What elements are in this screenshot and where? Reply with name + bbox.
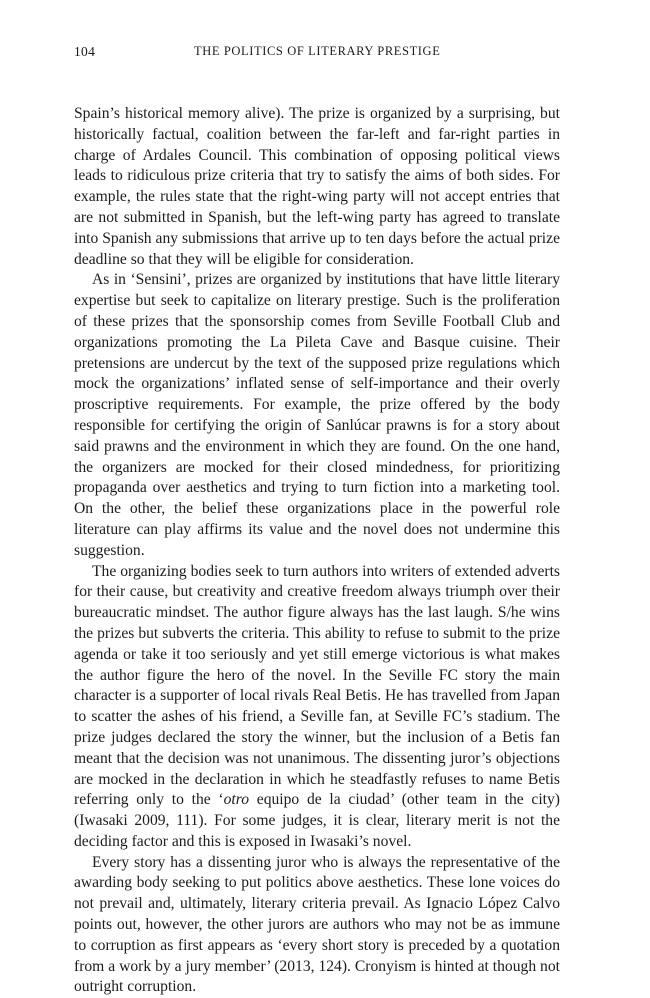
paragraph-3 [74, 562, 560, 853]
book-page [74, 44, 560, 998]
italic-term: otro [223, 791, 250, 809]
paragraph-3-text-after: equipo de la ciudad’ (other team in the city) (Iwasaki 2009, 111). For some judges, it is clear, literary merit is not the deciding factor and this is exposed in Iwasaki’s novel. [74, 791, 560, 850]
running-title: THE POLITICS OF LITERARY PRESTIGE [194, 44, 441, 58]
paragraph-4: Every story has a dissenting juror who is always the representative of the awarding body seeking to put politics above aesthetics. These lone voices do not prevail and, ultimately, literary criteria prevail. As Ignacio López Calvo points out, however, the other jurors are authors who may not be as immune to corruption as first appears as ‘every short story is preceded by a quotation from a work by a jury member’ (2013, 124). Cronyism is hinted at though not outright corruption. [74, 853, 560, 996]
paragraph-2: As in ‘Sensini’, prizes are organized by institutions that have little literary expertise but seek to capitalize on literary prestige. Such is the proliferation of these prizes that the sponsorship comes from Seville Football Club and organizations promoting the La Pileta Cave and Basque cuisine. Their pretensions are undercut by the text of the supposed prize regulations which mock the organizations’ inflated sense of self-importance and their overly proscriptive requirements. For example, the prize offered by the body responsible for certifying the origin of Sanlúcar prawns is for a story about said prawns and the environment in which they are found. On the one hand, the organizers are mocked for their closed mindedness, for prioritizing propaganda over aesthetics and trying to turn fiction into a marketing tool. On the other, the belief these organizations place in the powerful role literature can play affirms its value and the novel does not undermine this suggestion. [74, 271, 560, 559]
running-head [74, 44, 560, 64]
paragraph-1: Spain’s historical memory alive). The prize is organized by a surprising, but historically factual, coalition between the far-left and far-right parties in charge of Ardales Council. This combination of opposing political views leads to ridiculous prize criteria that try to satisfy the aims of both sides. For example, the rules state that the right-wing party will not accept entries that are not submitted in Spanish, but the left-wing party has agreed to translate into Spanish any submissions that arrive up to ten days before the actual prize deadline so that they will be eligible for consideration. [74, 105, 560, 268]
page-number: 104 [74, 44, 96, 59]
paragraph-3-text-before: The organizing bodies seek to turn authors into writers of extended adverts for their cause, but creativity and creative freedom always triumph over their bureaucratic mindset. The author figure always has the last laugh. S/he wins the prizes but subverts the criteria. This ability to refuse to submit to the prize agenda or take it too seriously and yet still emerge victorious is what makes the author figure the hero of the novel. In the Seville FC story the main character is a supporter of local rivals Real Betis. He has travelled from Japan to scatter the ashes of his friend, a Seville fan, at Seville FC’s stadium. The prize judges declared the story the winner, but the inclusion of a Betis fan meant that the decision was not unanimous. The dissenting juror’s objections are mocked in the declaration in which he steadfastly refuses to name Betis referring only to the ‘ [74, 562, 560, 809]
body-text [74, 104, 560, 998]
